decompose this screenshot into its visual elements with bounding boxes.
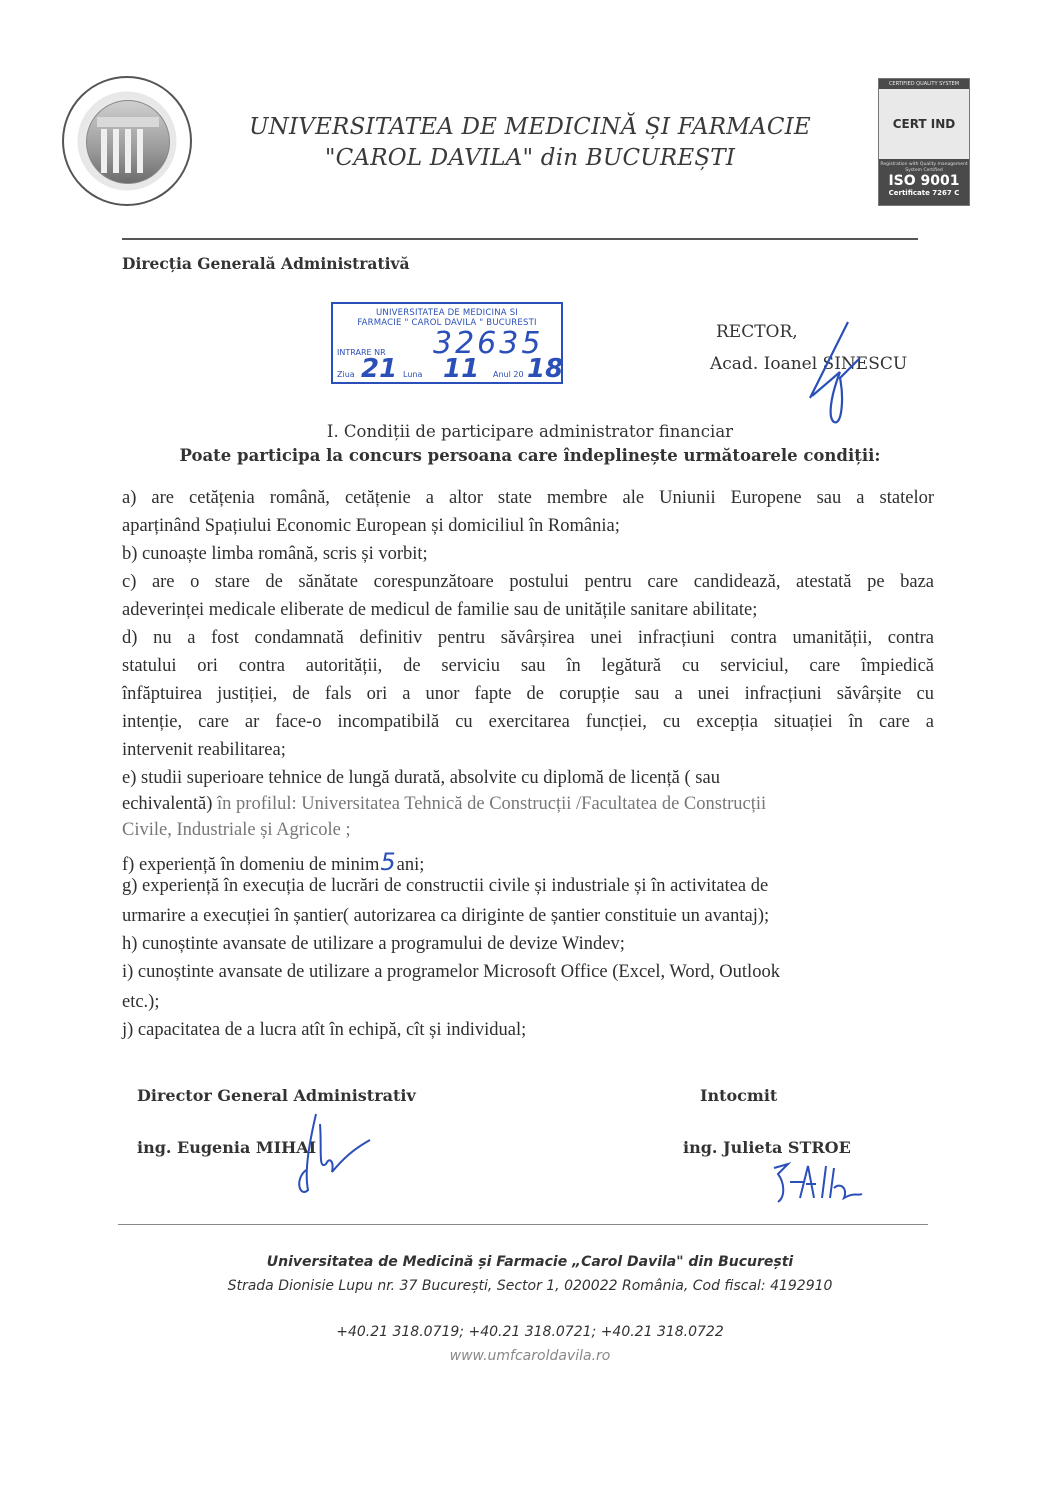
department-name: Direcția Generală Administrativă <box>122 254 410 273</box>
condition-e-line3: Civile, Industriale și Agricole ; <box>122 820 351 840</box>
footer-divider <box>118 1224 928 1225</box>
condition-j: j) capacitatea de a lucra atît în echipă, cît și individual; <box>122 1020 527 1040</box>
condition-i-line2: etc.); <box>122 992 160 1012</box>
condition-d-line3: înfăptuirea justiției, de fals ori a unor fapte de corupție sau a unei infracțiuni săvârșite cu <box>122 684 934 704</box>
stamp-entry-label: INTRARE NR <box>337 348 386 357</box>
building-illustration <box>86 100 170 184</box>
stamp-year: 18 <box>527 354 564 384</box>
section-subtitle: Poate participa la concurs persoana care îndeplinește următoarele condiții: <box>179 446 881 465</box>
section-title: I. Condiții de participare administrator financiar <box>326 422 734 441</box>
stamp-line2: FARMACIE " CAROL DAVILA " BUCURESTI <box>357 318 537 328</box>
registration-stamp <box>331 302 563 384</box>
condition-b: b) cunoaște limba română, scris și vorbit; <box>122 544 428 564</box>
condition-h: h) cunoștinte avansate de utilizare a programului de devize Windev; <box>122 934 625 954</box>
condition-e-line2-profile: în profilul: Universitatea Tehnică de Construcții /Facultatea de Construcții <box>212 794 767 814</box>
condition-d-line4: intenție, care ar face-o incompatibilă cu exercitarea funcției, cu excepția situației în care a <box>122 712 934 732</box>
certind-mark: CERT IND <box>879 89 969 159</box>
university-seal-logo <box>62 76 192 206</box>
cert-band-text: CERTIFIED QUALITY SYSTEM <box>879 79 969 89</box>
condition-i-line1: i) cunoștinte avansate de utilizare a programelor Microsoft Office (Excel, Word, Outlook <box>122 962 780 982</box>
header-divider <box>122 238 918 240</box>
condition-f-suffix: ani; <box>396 855 425 875</box>
director-title: Director General Administrativ <box>137 1086 416 1105</box>
condition-g-line2: urmarire a execuției în șantier( autorizarea ca diriginte de șantier constituie un avantaj); <box>122 906 770 926</box>
preparer-name: ing. Julieta STROE <box>683 1138 851 1157</box>
stamp-month: 11 <box>443 354 480 384</box>
stamp-month-label: Luna <box>403 370 423 379</box>
iso-certification-logo <box>878 78 970 206</box>
iso-label: ISO 9001 <box>888 173 960 189</box>
stamp-year-label: Anul 20 <box>493 370 524 379</box>
university-name-line2: "CAROL DAVILA" din BUCUREȘTI <box>324 145 736 171</box>
condition-d-line2: statului ori contra autorității, de serviciu sau în legătură cu serviciul, care împiedică <box>122 656 934 676</box>
director-name: ing. Eugenia MIHAI <box>137 1138 317 1157</box>
stamp-line1: UNIVERSITATEA DE MEDICINA SI <box>375 308 519 318</box>
rector-signature <box>800 318 870 432</box>
condition-f-years-handwritten: 5 <box>380 848 396 876</box>
iso-small-text: Registration with Quality management System Certified <box>880 162 968 173</box>
condition-e-line1: e) studii superioare tehnice de lungă durată, absolvite cu diplomă de licență ( sau <box>122 768 720 788</box>
stamp-day-label: Ziua <box>337 370 355 379</box>
university-name-line1: UNIVERSITATEA DE MEDICINĂ ȘI FARMACIE <box>249 114 811 140</box>
stamp-day: 21 <box>361 354 398 384</box>
certificate-number: Certificate 7267 C <box>888 189 960 197</box>
preparer-title: Intocmit <box>700 1086 778 1105</box>
condition-d-line5: intervenit reabilitarea; <box>122 740 286 760</box>
stamp-entry-number: 32635 <box>433 326 544 361</box>
condition-e-line2 <box>122 794 766 815</box>
footer-website-link[interactable]: www.umfcaroldavila.ro <box>449 1348 611 1364</box>
director-signature <box>290 1110 380 1204</box>
condition-f-prefix: f) experiență în domeniu de minim <box>122 855 380 875</box>
condition-f <box>122 848 424 876</box>
footer-phones: +40.21 318.0719; +40.21 318.0721; +40.21 318.0722 <box>336 1324 724 1340</box>
rector-name: Acad. Ioanel SINESCU <box>710 354 908 374</box>
footer-university: Universitatea de Medicină și Farmacie „Carol Davila" din București <box>266 1254 794 1270</box>
condition-e-line2-bold: echivalentă) <box>122 794 213 814</box>
condition-d-line1: d) nu a fost condamnată definitiv pentru săvârșirea unei infracțiuni contra umanității, contra <box>122 628 934 648</box>
conditions-list <box>122 488 934 1048</box>
preparer-signature <box>770 1158 870 1212</box>
condition-a-line2: aparținând Spațiului Economic European și domiciliul în România; <box>122 516 620 536</box>
condition-g-line1: g) experiență în execuția de lucrări de constructii civile și industriale și în activitatea de <box>122 876 769 896</box>
condition-a-line1: a) are cetățenia română, cetățenie a altor state membre ale Uniunii Europene sau a statelor <box>122 488 934 508</box>
condition-c-line1: c) are o stare de sănătate corespunzătoare postului pentru care candidează, atestată pe baza <box>122 572 934 592</box>
condition-c-line2: adeverinței medicale eliberate de medicul de familie sau de unitățile sanitare abilitate; <box>122 600 758 620</box>
rector-title: RECTOR, <box>716 322 798 342</box>
footer-address: Strada Dionisie Lupu nr. 37 București, Sector 1, 020022 România, Cod fiscal: 4192910 <box>227 1278 833 1294</box>
